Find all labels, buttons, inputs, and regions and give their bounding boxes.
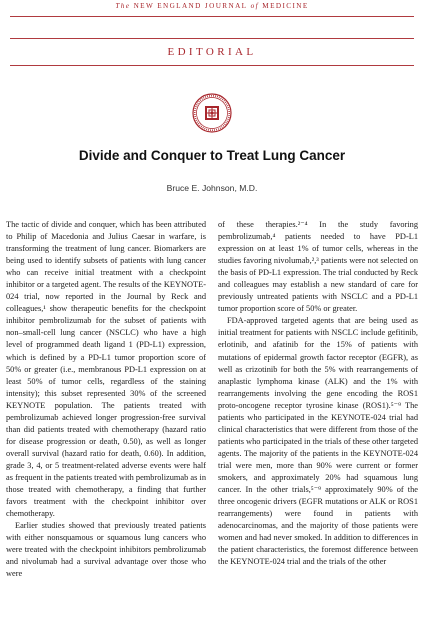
- right-paragraph-1: of these therapies.²⁻⁴ In the study favoring pembrolizumab,⁴ patients needed to have PD-L1 expression on at least 1% of tumor cells, whereas in the studies favoring nivolumab,²,³ patients were not selected on the basis of PD-L1 expression. The trial conducted by Reck and colleagues may establish a new standard of care for previously untreated patients with NSCLC and a PD-L1 tumor proportion score of 50% or greater.: [218, 220, 418, 314]
- article-author: Bruce E. Johnson, M.D.: [166, 183, 258, 193]
- left-paragraph-2: Earlier studies showed that previously treated patients with either nonsquamous or squamous lung cancers who were treated with the checkpoint inhibitors pembrolizumab and nivolumab had a survival advantage over those who were: [6, 521, 206, 579]
- right-column: [218, 219, 418, 627]
- masthead-journal: NEW ENGLAND JOURNAL: [133, 2, 248, 10]
- nejm-seal-icon: [192, 93, 232, 133]
- masthead-prefix: The: [115, 2, 131, 10]
- masthead-of: of: [250, 2, 260, 10]
- right-paragraph-2: FDA-approved targeted agents that are being used as initial treatment for patients with NSCLC include gefitinib, erlotinib, and afatinib for the 15% of patients with mutations of epidermal growth factor receptor (EGFR), as well as crizotinib for both the 5% with rearrangements of anaplastic lymphoma kinase (ALK) and the 1% with rearrangements involving the gene encoding the ROS1 proto-oncogene receptor tyrosine kinase (ROS1).⁵⁻⁹ The patients who participated in the KEYNOTE-024 trial had clinical characteristics that were different from those of the patients who participated in the trials of these other targeted agents. The majority of the patients in the KEYNOTE-024 trial were men, more than 90% were current or former smokers, and approximately 20% had squamous lung cancer. In the other trials,⁵⁻⁹ approximately 90% of the three oncogenic drivers (EGFR mutations or ALK or ROS1 rearrangements) were found in patients with adenocarcinomas, and the majority of those patients were women and had never smoked. In addition to differences in the patient characteristics, the foremost difference between the KEYNOTE-024 trial and the trials of the other: [218, 316, 418, 567]
- article-title: Divide and Conquer to Treat Lung Cancer: [78, 148, 346, 163]
- masthead-rule: [10, 16, 414, 17]
- left-paragraph-1: The tactic of divide and conquer, which has been attributed to Philip of Macedonia and Julius Caesar in warfare, is transforming the treatment of lung cancer. Biomarkers are being used to identify subsets of patients with lung cancer who can receive initial treatment with a checkpoint inhibitor or a targeted agent. The results of the KEYNOTE-024 trial, now reported in the Journal by Reck and colleagues,¹ show therapeutic benefits for the checkpoint inhibitor pembrolizumab for the subset of patients with non–small-cell lung cancer (NSCLC) who have a high level of programmed death ligand 1 (PD-L1) expression, which is defined by a PD-L1 tumor proportion score of 50% or greater (i.e., membranous PD-L1 expression on at least 50% of tumor cells, regardless of the staining intensity); this subset represented 30% of the screened KEYNOTE population. The patients treated with pembrolizumab achieved longer progression-free survival than did patients treated with chemotherapy (hazard ratio for disease progression or death, 0.50), as well as longer overall survival (hazard ratio for death, 0.60). In addition, grade 3, 4, or 5 treatment-related adverse events were half as frequent in the patients treated with pembrolizumab as in those treated with chemotherapy, a finding that further favors treatment with the checkpoint inhibitor over chemotherapy.: [6, 220, 206, 519]
- section-label: EDITORIAL: [10, 38, 414, 66]
- left-column: [6, 219, 206, 627]
- journal-masthead: [0, 2, 424, 10]
- masthead-medicine: MEDICINE: [262, 2, 309, 10]
